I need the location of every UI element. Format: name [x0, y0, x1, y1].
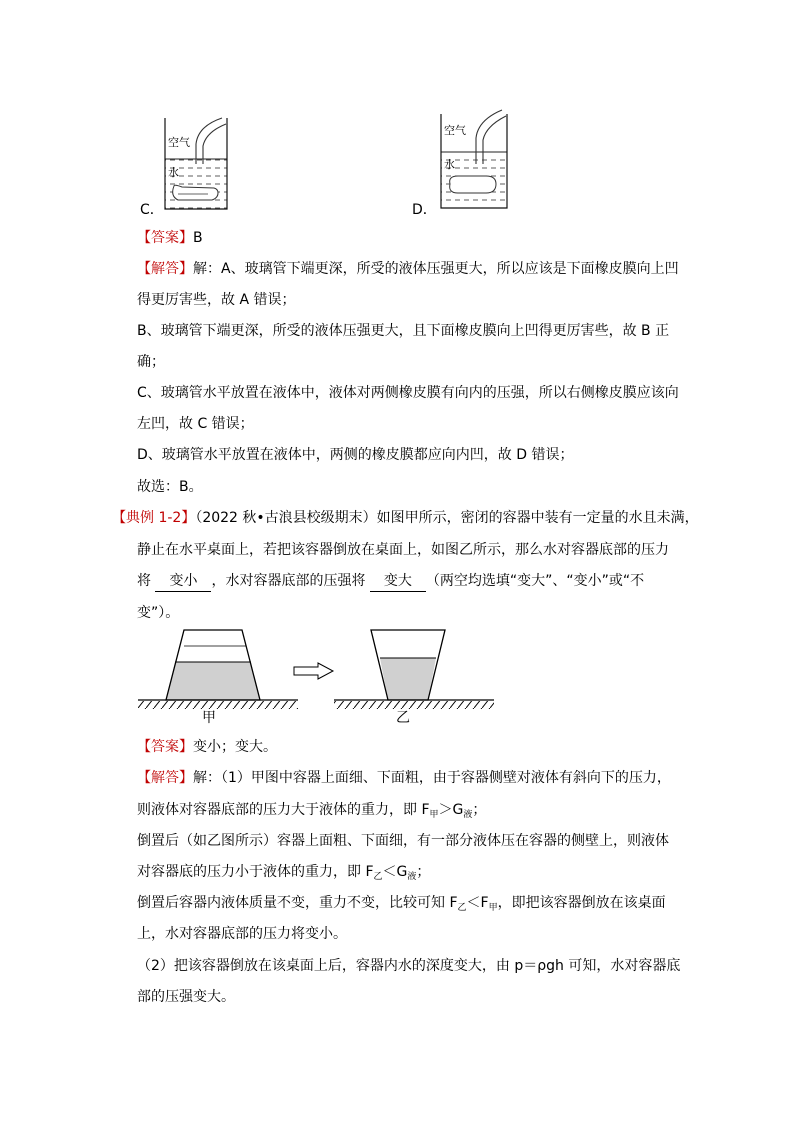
- option-d-figure: [436, 108, 512, 214]
- answer-tag: 【答案】: [137, 230, 193, 246]
- example-source: （2022 秋•古浪县校级期末）: [195, 510, 377, 526]
- container-figure: [138, 628, 510, 724]
- analysis-line: 左凹，故 C 错误；: [137, 416, 254, 432]
- analysis-line: （2）把该容器倒放在该桌面上后，容器内水的深度变大，由 p＝ρgh 可知，水对容器底: [137, 958, 681, 974]
- answer-line: [137, 228, 203, 248]
- air-label: 空气: [444, 124, 466, 137]
- analysis-line: 倒置后容器内液体质量不变，重力不变，比较可知 $F_乙<F_甲$，即把该容器倒放在该桌面: [137, 895, 666, 913]
- analysis-line: 倒置后（如乙图所示）容器上面粗、下面细，有一部分液体压在容器的侧壁上，则液体: [137, 833, 669, 849]
- answer-tag: 【答案】: [137, 739, 193, 755]
- answer-line: [137, 737, 277, 757]
- analysis-line: 得更厉害些，故 A 错误；: [137, 292, 296, 308]
- analysis-line: C、玻璃管水平放置在液体中，液体对两侧橡皮膜有向内的压强，所以右侧橡皮膜应该向: [137, 385, 679, 401]
- fill-blank-2[interactable]: 变大: [370, 571, 426, 592]
- analysis-line: B、玻璃管下端更深，所受的液体压强更大，且下面橡皮膜向上凹得更厉害些，故 B 正: [137, 323, 670, 339]
- water-label: 水: [444, 158, 455, 171]
- fill-blank-1[interactable]: 变小: [155, 571, 211, 592]
- analysis-tag: 【解答】: [137, 261, 193, 277]
- example-line: [112, 508, 699, 528]
- option-d-label[interactable]: D．: [412, 202, 437, 218]
- figure-right-label: 乙: [396, 710, 410, 726]
- water-label: 水: [168, 166, 179, 179]
- analysis-line: 部的压强变大。: [137, 989, 235, 1005]
- analysis-line: 则液体对容器底部的压力大于液体的重力，即 $F_甲>G_液$；: [137, 802, 487, 820]
- figure-left-label: 甲: [202, 710, 216, 726]
- example-text: 如图甲所示，密闭的容器中装有一定量的水且未满，: [376, 510, 699, 526]
- analysis-text: 解：A、玻璃管下端更深，所受的液体压强更大，所以应该是下面橡皮膜向上凹: [193, 261, 679, 277]
- answer-value: B: [193, 230, 203, 246]
- example-line: 静止在水平桌面上，若把该容器倒放在桌面上，如图乙所示，那么水对容器底部的压力: [137, 542, 669, 558]
- analysis-line: 上，水对容器底部的压力将变小。: [137, 926, 347, 942]
- example-tag: 【典例 1-2】: [112, 510, 196, 526]
- arrow-right-icon: [294, 663, 333, 679]
- option-c-figure: [160, 116, 232, 214]
- analysis-tag: 【解答】: [137, 770, 193, 786]
- air-label: 空气: [168, 136, 190, 149]
- option-c-label[interactable]: C．: [140, 202, 164, 218]
- example-line: 变”）。: [137, 605, 180, 621]
- analysis-line: 【解答】解：（1）甲图中容器上面细、下面粗，由于容器侧壁对液体有斜向下的压力，: [137, 770, 671, 786]
- answer-value: 变小；变大。: [193, 739, 277, 755]
- analysis-line: [137, 259, 679, 279]
- analysis-line: 对容器底的压力小于液体的重力，即 $F_乙<G_液$；: [137, 864, 431, 882]
- analysis-line: 确；: [137, 354, 165, 370]
- analysis-line: D、玻璃管水平放置在液体中，两侧的橡皮膜都应向内凹，故 D 错误；: [137, 447, 574, 463]
- example-line: 将 变小 ，水对容器底部的压强将 变大 （两空均选填“变大”、“变小”或“不: [137, 571, 644, 592]
- analysis-line: 故选：B。: [137, 479, 203, 495]
